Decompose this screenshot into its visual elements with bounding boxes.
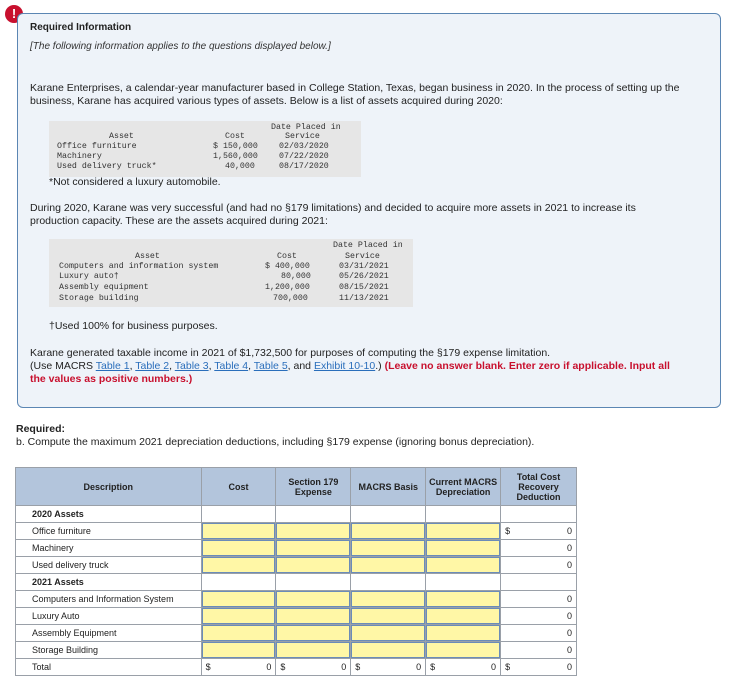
asset-row: Office furniture [57, 142, 137, 151]
row-label: Computers and Information System [16, 591, 202, 608]
value: 0 [566, 526, 572, 536]
section179-input[interactable] [276, 557, 350, 573]
required-label: Required: [16, 423, 66, 435]
assets-2020-header-date: Date Placed in [271, 123, 341, 132]
asset-cost: 80,000 [281, 272, 311, 281]
link-exhibit[interactable]: Exhibit 10-10 [313, 360, 376, 372]
cost-input[interactable] [202, 523, 276, 539]
total-label: Total [16, 659, 202, 676]
row-label: Office furniture [16, 523, 202, 540]
total-cost [202, 659, 276, 675]
col-section179: Section 179 Expense [276, 468, 351, 506]
section179-input[interactable] [276, 642, 350, 658]
row-label: Assembly Equipment [16, 625, 202, 642]
current-macrs-input[interactable] [426, 523, 500, 539]
value: 0 [341, 662, 347, 672]
total-recovery-value [501, 591, 576, 607]
section179-input[interactable] [276, 608, 350, 624]
current-macrs-input[interactable] [426, 557, 500, 573]
asset-date: 08/15/2021 [339, 283, 389, 292]
macrs-basis-input[interactable] [351, 557, 425, 573]
dollar-sign: $ [430, 662, 436, 672]
total-recovery-value [501, 523, 576, 539]
section179-input[interactable] [276, 591, 350, 607]
col-current-macrs: Current MACRS Depreciation [426, 468, 501, 506]
assets-2021-header-date: Date Placed in [333, 241, 403, 250]
asset-date: 11/13/2021 [339, 294, 389, 303]
macrs-basis-input[interactable] [351, 591, 425, 607]
link-table-1[interactable]: Table 1 [95, 360, 130, 372]
value: 0 [566, 628, 572, 638]
current-macrs-input[interactable] [426, 625, 500, 641]
link-table-2[interactable]: Table 2 [135, 360, 170, 372]
cost-input[interactable] [202, 642, 276, 658]
value: 0 [266, 662, 272, 672]
asset-cost: $ 150,000 [213, 142, 258, 151]
row-label: Used delivery truck [16, 557, 202, 574]
total-recovery-value [501, 608, 576, 624]
required-b-text: b. Compute the maximum 2021 depreciation deductions, including §179 expense (ignoring bonus depreciation). [16, 436, 535, 448]
cost-input[interactable] [202, 591, 276, 607]
macrs-basis-input[interactable] [351, 523, 425, 539]
value: 0 [566, 594, 572, 604]
assets-2020-header-cost: Cost [225, 132, 245, 141]
asset-row: Luxury auto† [59, 272, 119, 281]
value: 0 [566, 645, 572, 655]
value: 0 [566, 662, 572, 672]
dollar-sign: $ [205, 662, 211, 672]
assets-2021-table [49, 239, 413, 307]
assets-2021-header-cost: Cost [277, 252, 297, 261]
and-text: , and [287, 360, 314, 372]
asset-date: 03/31/2021 [339, 262, 389, 271]
total-recovery-value [501, 642, 576, 658]
current-macrs-input[interactable] [426, 642, 500, 658]
current-macrs-input[interactable] [426, 591, 500, 607]
link-table-3[interactable]: Table 3 [174, 360, 209, 372]
asset-cost: $ 400,000 [265, 262, 310, 271]
dollar-sign: $ [505, 662, 511, 672]
alert-icon: ! [5, 5, 23, 23]
total-macrs-basis [351, 659, 425, 675]
row-label: Storage Building [16, 642, 202, 659]
total-current-macrs [426, 659, 500, 675]
section179-input[interactable] [276, 625, 350, 641]
current-macrs-input[interactable] [426, 608, 500, 624]
row-label: Machinery [16, 540, 202, 557]
assets-2020-header-service: Service [285, 132, 320, 141]
cost-input[interactable] [202, 608, 276, 624]
income-use-text: (Use MACRS [30, 360, 96, 372]
value: 0 [566, 611, 572, 621]
col-macrs-basis: MACRS Basis [351, 468, 426, 506]
asset-date: 08/17/2020 [279, 162, 329, 171]
assets-2020-header-asset: Asset [109, 132, 134, 141]
asset-cost: 1,200,000 [265, 283, 310, 292]
dollar-sign: $ [355, 662, 361, 672]
assets-2021-header-service: Service [345, 252, 380, 261]
value: 0 [416, 662, 422, 672]
asset-cost: 1,560,000 [213, 152, 258, 161]
total-recovery-value [501, 540, 576, 556]
value: 0 [566, 560, 572, 570]
asset-row: Storage building [59, 294, 139, 303]
instruction-text: (Leave no answer blank. Enter zero if applicable. Input all the values as positive numbers.) [30, 360, 670, 385]
value: 0 [491, 662, 497, 672]
asset-cost: 700,000 [273, 294, 308, 303]
section179-input[interactable] [276, 540, 350, 556]
col-cost: Cost [201, 468, 276, 506]
section-2021: 2021 Assets [16, 574, 202, 591]
macrs-basis-input[interactable] [351, 642, 425, 658]
info-note: [The following information applies to the questions displayed below.] [30, 41, 331, 52]
asset-row: Assembly equipment [59, 283, 149, 292]
cost-input[interactable] [202, 557, 276, 573]
mid-paragraph: During 2020, Karane was very successful (and had no §179 limitations) and decided to acquire more assets in 2021 to increase its production capacity. These are the assets acquired during 2021: [30, 202, 636, 227]
asset-row: Used delivery truck* [57, 162, 157, 171]
asset-row: Computers and information system [59, 262, 219, 271]
income-paragraph: Karane generated taxable income in 2021 of $1,732,500 for purposes of computing the §179 expense limitation. (Use MACRS Table 1, Table 2, Table 3, Table 4, Table 5, and Exhibit 10-10.) (Leave no answer blank. Enter zero if applicable. Input all the values as positive numbers.) [30, 347, 670, 385]
total-recovery [501, 659, 576, 675]
asset-row: Machinery [57, 152, 102, 161]
asset-date: 02/03/2020 [279, 142, 329, 151]
section179-input[interactable] [276, 523, 350, 539]
current-macrs-input[interactable] [426, 540, 500, 556]
total-recovery-value [501, 625, 576, 641]
total-recovery-value [501, 557, 576, 573]
link-table-5[interactable]: Table 5 [253, 360, 288, 372]
required-info-title: Required Information [30, 22, 132, 33]
cost-input[interactable] [202, 625, 276, 641]
link-table-4[interactable]: Table 4 [214, 360, 249, 372]
section-2020: 2020 Assets [16, 506, 202, 523]
macrs-basis-input[interactable] [351, 608, 425, 624]
col-description: Description [16, 468, 202, 506]
cost-input[interactable] [202, 540, 276, 556]
assets-2020-footnote: *Not considered a luxury automobile. [49, 176, 221, 188]
asset-cost: 40,000 [225, 162, 255, 171]
row-label: Luxury Auto [16, 608, 202, 625]
close-paren: .) [375, 360, 385, 372]
dollar-sign: $ [280, 662, 286, 672]
assets-2021-footnote: †Used 100% for business purposes. [49, 320, 218, 332]
assets-2021-header-asset: Asset [135, 252, 160, 261]
assets-2020-table [49, 121, 361, 177]
macrs-basis-input[interactable] [351, 540, 425, 556]
value: 0 [566, 543, 572, 553]
asset-date: 05/26/2021 [339, 272, 389, 281]
dollar-sign: $ [505, 526, 511, 536]
depreciation-grid [15, 467, 577, 676]
asset-date: 07/22/2020 [279, 152, 329, 161]
income-text: Karane generated taxable income in 2021 of $1,732,500 for purposes of computing the §179 expense limitation. [30, 347, 551, 359]
col-total-recovery: Total Cost Recovery Deduction [501, 468, 577, 506]
macrs-basis-input[interactable] [351, 625, 425, 641]
total-section179 [276, 659, 350, 675]
intro-paragraph: Karane Enterprises, a calendar-year manufacturer based in College Station, Texas, began business in 2020. In the process of setting up the business, Karane has acquired various types of assets. Below is a list of assets acquired during 2020: [30, 82, 680, 107]
